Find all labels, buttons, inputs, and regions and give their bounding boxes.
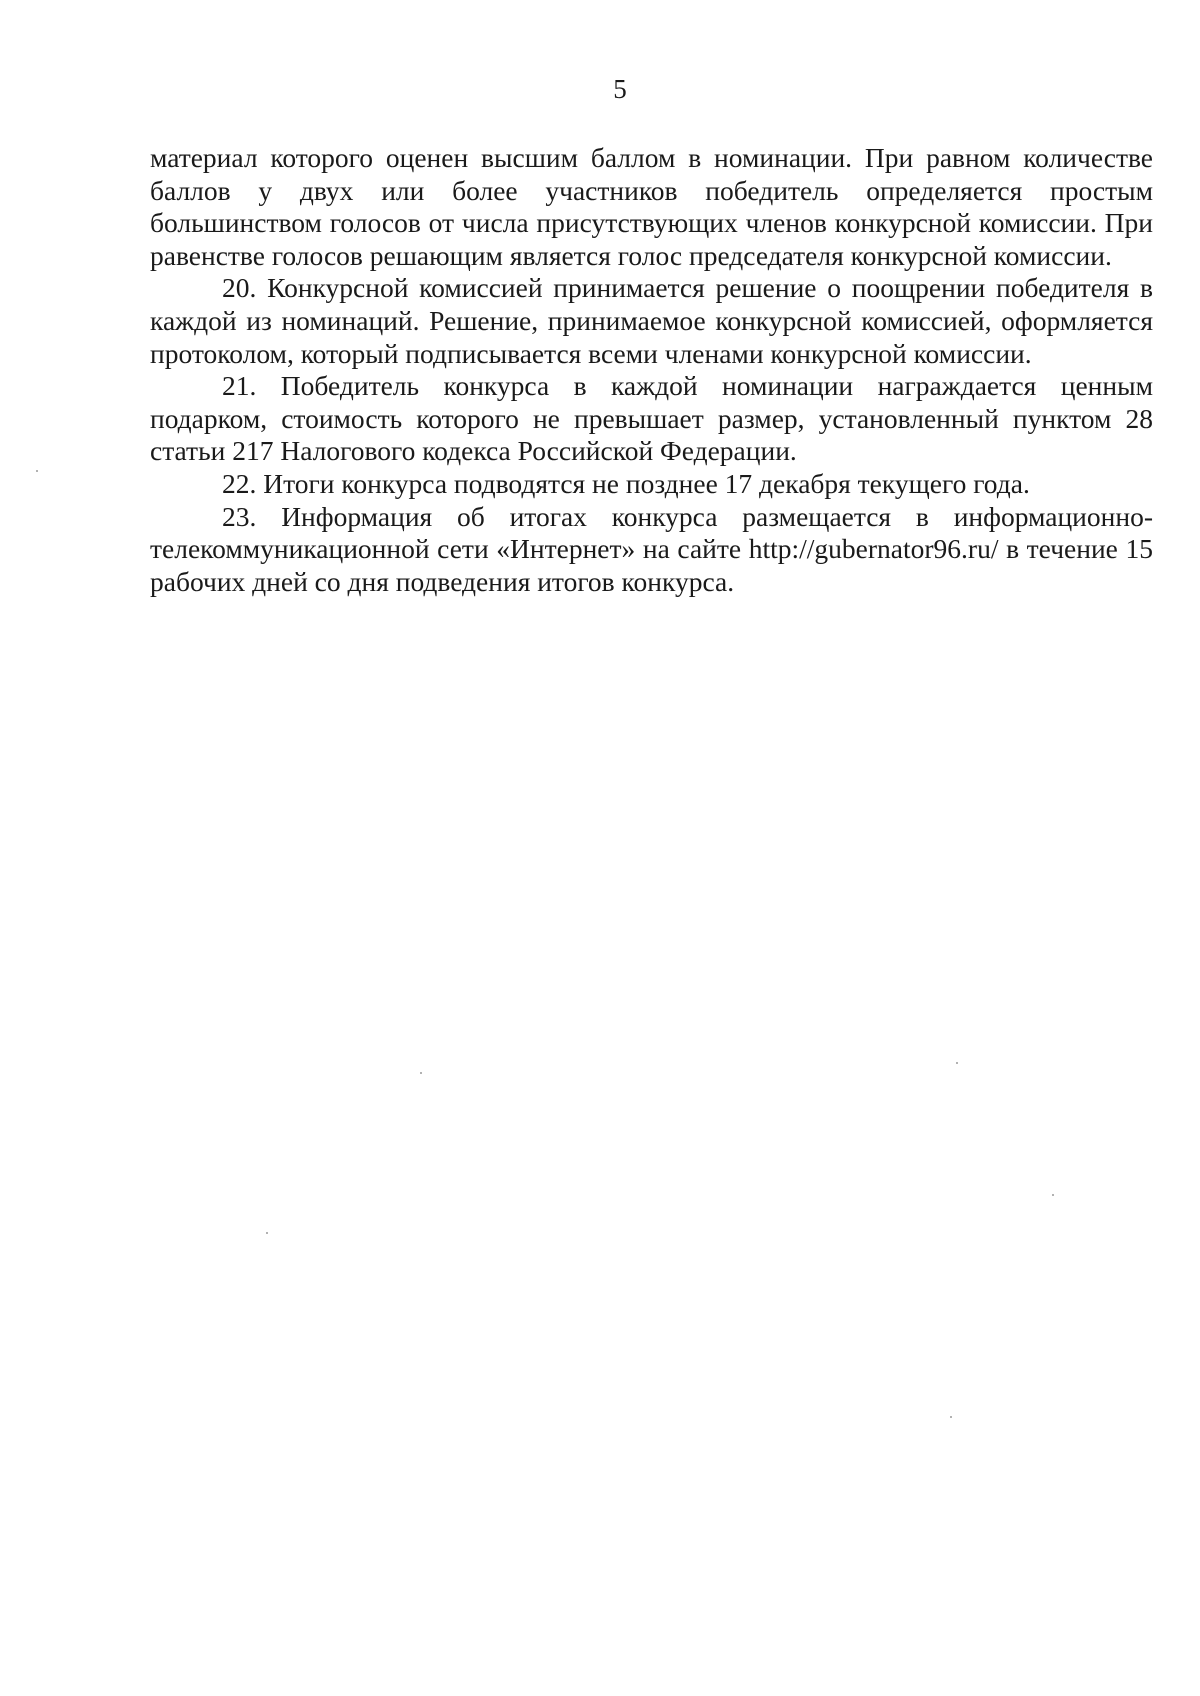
scan-speck	[956, 1062, 958, 1064]
scan-speck	[420, 1072, 422, 1074]
paragraph-22: 22. Итоги конкурса подводятся не позднее 17 декабря текущего года.	[222, 467, 1030, 499]
paragraph-19-continuation: материал которого оценен высшим баллом в номинации. При равном количестве баллов у двух или более участников победитель определяется простым большинством голосов от числа присутствующих членов конкурсной комиссии. При равенстве голосов решающим является голос председателя конкурсной комиссии.	[150, 142, 1153, 271]
paragraph-20: 20. Конкурсной комиссией принимается решение о поощрении победителя в каждой из номинаций. Решение, принимаемое конкурсной комиссией, оформляется протоколом, который подписывается всеми членами конкурсной комиссии.	[150, 272, 1153, 369]
scan-speck	[266, 1232, 268, 1234]
scan-speck	[950, 1416, 952, 1418]
paragraph-21: 21. Победитель конкурса в каждой номинации награждается ценным подарком, стоимость которого не превышает размер, установленный пунктом 28 статьи 217 Налогового кодекса Российской Федерации.	[150, 370, 1153, 467]
scan-speck	[1052, 1194, 1054, 1196]
paragraph-23: 23. Информация об итогах конкурса размещается в информационно-телекоммуникационной сети «Интернет» на сайте http://gubernator96.ru/ в течение 15 рабочих дней со дня подведения итогов конкурса.	[150, 500, 1153, 597]
scan-speck	[36, 470, 38, 472]
page-number: 5	[613, 74, 627, 104]
document-body	[150, 142, 1153, 598]
